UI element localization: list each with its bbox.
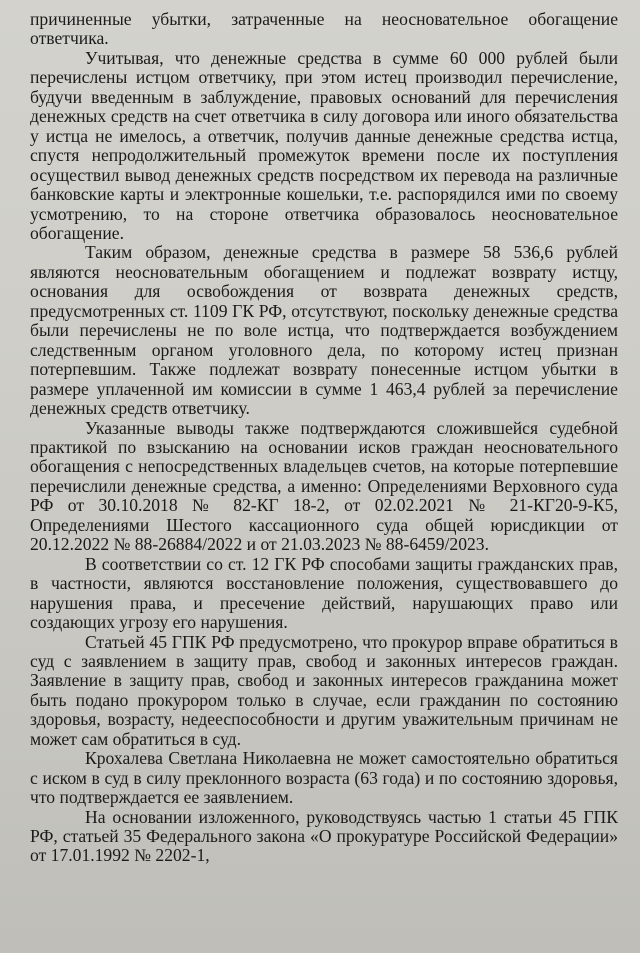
paragraph-amount-to-return: Таким образом, денежные средства в размере 58 536,6 рублей являются неосновательным обогащением и подлежат возврату истцу, основания для освобождения от возврата денежных средств, предусмотренных ст. 1109 ГК РФ, отсутствуют, поскольку денежные средства были перечислены не по воле истца, что подтверждается возбуждением следственным органом уголовного дела, по которому истец признан потерпевшим. Также подлежат возврату понесенные истцом убытки в размере уплаченной им комиссии в сумме 1 463,4 рублей за перечисление денежных средств ответчику. (30, 242, 618, 419)
paragraph-legal-basis: На основании изложенного, руководствуясь частью 1 статьи 45 ГПК РФ, статьей 35 Федерального закона «О прокуратуре Российской Федерации» от 17.01.1992 № 2202-1, (30, 806, 618, 866)
paragraph-continuation: причиненные убытки, затраченные на неосновательное обогащение ответчика. (30, 9, 618, 49)
paragraph-court-practice: Указанные выводы также подтверждаются сложившейся судебной практикой по взысканию на основании исков граждан неосновательного обогащения с непосредственных владельцев счетов, на которые потерпевшие перечислили денежные средства, а именно: Определениями Верховного суда РФ от 30.10.2018 № 82-КГ 18-2, от 02.02.2021 № 21-КГ20-9-К5, Определениями Шестого кассационного суда общей юрисдикции от 20.12.2022 № 88-26884/2022 и от 21.03.2023 № 88-6459/2023. (30, 417, 618, 555)
paragraph-unjust-enrichment: Учитывая, что денежные средства в сумме 60 000 рублей были перечислены истцом ответчику, при этом истец производил перечисление, будучи введенным в заблуждение, правовых оснований для перечисления денежных средств на счет ответчика в силу договора или иного обязательства у истца не имелось, а ответчик, получив данные денежные средства истца, спустя непродолжительный промежуток времени после их поступления осуществил вывод денежных средств посредством их перевода на различные банковские карты и электронные кошельки, т.е. распорядился ими по своему усмотрению, то на стороне ответчика образовалось неосновательное обогащение. (30, 47, 618, 243)
paragraph-civil-procedure-art45: Статьей 45 ГПК РФ предусмотрено, что прокурор вправе обратиться в суд с заявлением в защиту прав, свобод и законных интересов граждан. Заявление в защиту прав, свобод и законных интересов гражданина может быть подано прокурором только в случае, если гражданин по состоянию здоровья, возрасту, недееспособности и другим уважительным причинам не может сам обратиться в суд. (30, 631, 618, 749)
paragraph-claimant-age: Крохалева Светлана Николаевна не может самостоятельно обратиться с иском в суд в силу преклонного возраста (63 года) и по состоянию здоровья, что подтверждается ее заявлением. (30, 748, 618, 808)
paragraph-civil-code-art12: В соответствии со ст. 12 ГК РФ способами защиты гражданских прав, в частности, являются восстановление положения, существовавшего до нарушения права, и пресечение действий, нарушающих право или создающих угрозу его нарушения. (30, 553, 618, 633)
